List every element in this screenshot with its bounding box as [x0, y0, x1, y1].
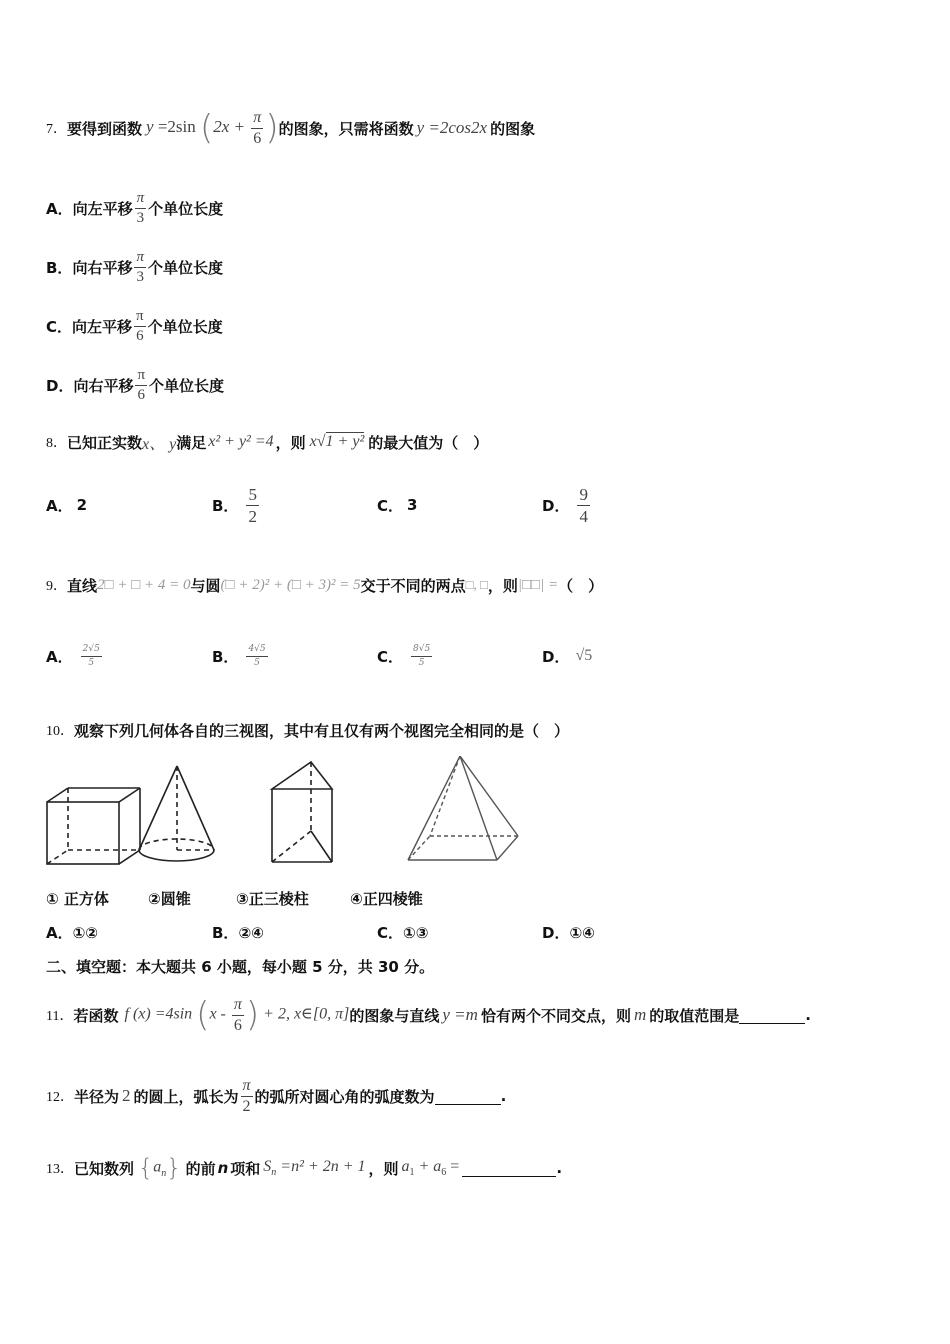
q9-options	[46, 634, 746, 678]
q12-pi-over-2: $\frac{\pi}{2}$	[242, 1076, 251, 1115]
q9-option-d[interactable]: D． √5	[542, 647, 593, 666]
cube-figure	[47, 788, 140, 864]
solid-captions	[46, 886, 546, 910]
q9-abs-expression: |□□| =	[517, 576, 559, 593]
q7-option-d[interactable]: D． 向右平移 $\frac{\pi}{6}$ 个单位长度	[46, 366, 225, 403]
q9-option-c[interactable]: C． $\frac{8√5}{5}$	[377, 643, 431, 668]
q7-b-fraction: $\frac{\pi}{3}$	[136, 248, 144, 285]
q7-pi-over-6: $\frac{\pi}{6}$	[253, 108, 262, 147]
q7-tail: 的图象	[490, 119, 536, 138]
q7-option-a[interactable]: A． 向左平移 $\frac{\pi}{3}$ 个单位长度	[46, 189, 224, 226]
triangular-prism-figure	[272, 762, 332, 862]
caption-cone: ②圆锥	[148, 890, 191, 908]
question-10: 10． 观察下列几何体各自的三视图，其中有且仅有两个视图完全相同的是（ ）	[46, 721, 570, 740]
q8-options	[46, 480, 746, 530]
q10-options	[46, 920, 746, 944]
q9-line-equation: 2□ + □ + 4 = 0	[97, 576, 191, 593]
q9-option-b[interactable]: B． $\frac{4√5}{5}$	[212, 643, 266, 668]
caption-prism: ③正三棱柱	[236, 890, 309, 908]
q9-circle-equation: (□ + 2)² + (□ + 3)² = 5	[220, 576, 361, 593]
q8-expression: x√1 + y²	[309, 433, 365, 450]
q7-formula2: y =2cos2x	[416, 118, 488, 137]
q11-answer-blank[interactable]	[739, 1007, 805, 1024]
q7-option-b[interactable]: B． 向右平移 $\frac{\pi}{3}$ 个单位长度	[46, 248, 223, 285]
sqrt-icon: √	[316, 433, 326, 450]
q13-answer-blank[interactable]	[462, 1160, 556, 1177]
q9-option-a[interactable]: A． $\frac{2√5}{5}$	[46, 643, 100, 668]
question-9: 9． 直线 2□ + □ + 4 = 0 与圆 (□ + 2)² + (□ + 3)² = 5 交于不同的两点 □, □ ，则 |□□| = （ ）	[46, 576, 604, 595]
q10-option-c[interactable]: C．①③	[377, 924, 429, 942]
q7-mid: 的图象，只需将函数	[278, 119, 414, 138]
q13-sequence: $\{a_n\}$	[138, 1154, 182, 1182]
q11-function: f (x) =4sin (x - $\frac{\pi}{6}$ ) + 2, x∈[0, π]	[124, 995, 350, 1035]
q12-answer-blank[interactable]	[435, 1088, 501, 1105]
question-7	[46, 98, 535, 158]
q7-number: 7．	[46, 122, 67, 137]
section-2-title: 二、填空题：本大题共 6 小题，每小题 5 分，共 30 分。	[46, 958, 435, 976]
caption-cube: ① 正方体	[46, 890, 109, 908]
q13-target: $a_1 + a_6$ =	[401, 1157, 460, 1179]
caption-pyramid: ④正四棱锥	[350, 890, 423, 908]
q13-sum-formula: $S_n =n^2 + 2n + 1$	[263, 1157, 366, 1179]
square-pyramid-figure	[408, 756, 518, 860]
q7-lead: 要得到函数	[67, 119, 143, 138]
q7-formula1: y =2sin (2x + $\frac{\pi}{6}$ )	[146, 108, 279, 148]
question-11: 11． 若函数 f (x) =4sin (x - $\frac{\pi}{6}$ ) + 2, x∈[0, π] 的图象与直线 y =m 恰有两个不同交点，则 m 的取值范围是 .	[46, 995, 811, 1035]
q10-option-d[interactable]: D．①④	[542, 924, 595, 942]
q8-option-c[interactable]: C． 3	[377, 496, 418, 515]
question-12: 12． 半径为 2 的圆上，弧长为 $\frac{\pi}{2}$ 的弧所对圆心角的弧度数为 .	[46, 1076, 507, 1115]
q8-vars: x、 y	[142, 435, 177, 453]
solids-figure	[40, 756, 540, 872]
q7-option-c[interactable]: C． 向左平移 $\frac{\pi}{6}$ 个单位长度	[46, 307, 223, 344]
q8-option-a[interactable]: A． 2	[46, 496, 88, 515]
q8-condition: x² + y² =4	[208, 433, 274, 450]
q7-a-fraction: $\frac{\pi}{3}$	[136, 189, 145, 226]
q7-c-fraction: $\frac{\pi}{6}$	[136, 307, 144, 344]
q8-option-b[interactable]: B． $\frac{5}{2}$	[212, 484, 257, 526]
q10-option-a[interactable]: A．①②	[46, 924, 99, 942]
q10-option-b[interactable]: B．②④	[212, 924, 264, 942]
question-13: 13． 已知数列 $\{a_n\}$ 的前 n 项和 $S_n =n^2 + 2n + 1$ ，则 $a_1 + a_6$ = .	[46, 1154, 563, 1182]
q9-points: □, □	[465, 577, 488, 592]
q7-d-fraction: $\frac{\pi}{6}$	[137, 366, 146, 403]
q8-option-d[interactable]: D． $\frac{9}{4}$	[542, 484, 588, 526]
cone-figure	[139, 766, 214, 861]
question-8: 8． 已知正实数 x、 y 满足 x² + y² =4 ，则 x√1 + y² 的最大值为（ ）	[46, 424, 488, 460]
